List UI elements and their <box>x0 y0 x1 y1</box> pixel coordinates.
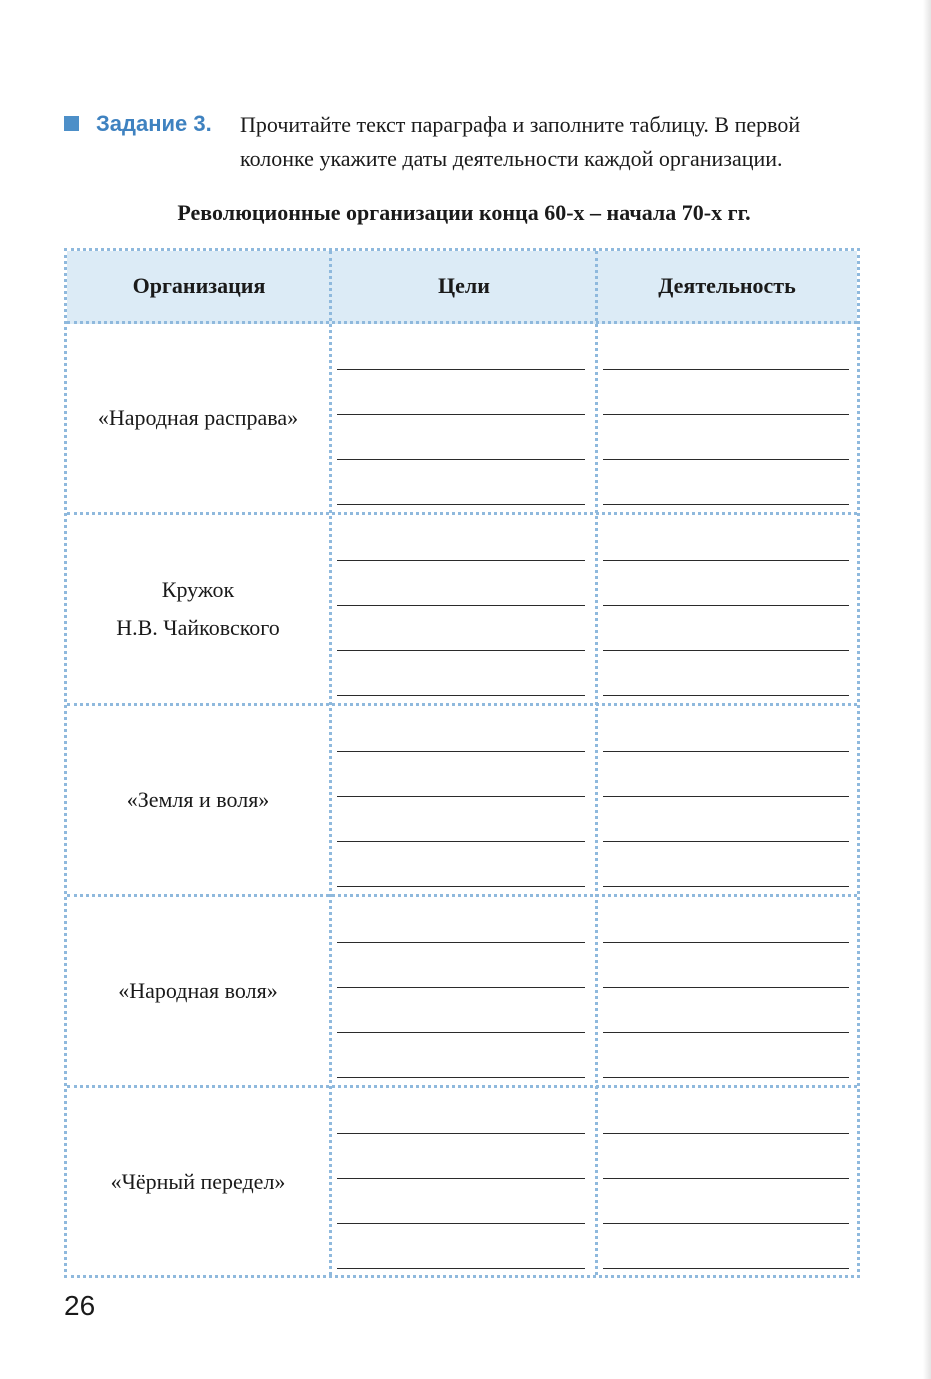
goals-answer-line[interactable] <box>337 1032 585 1033</box>
goals-answer-line[interactable] <box>337 650 585 651</box>
goals-answer-line[interactable] <box>337 987 585 988</box>
activity-answer-line[interactable] <box>603 459 849 460</box>
activity-answer-line[interactable] <box>603 1133 849 1134</box>
organization-name: Кружок Н.В. Чайковского <box>116 577 280 640</box>
header-activity: Деятельность <box>658 273 796 298</box>
activity-answer-line[interactable] <box>603 650 849 651</box>
activity-answer-line[interactable] <box>603 841 849 842</box>
goals-answer-line[interactable] <box>337 942 585 943</box>
activity-answer-line[interactable] <box>603 414 849 415</box>
activity-answer-line[interactable] <box>603 504 849 505</box>
goals-answer-line[interactable] <box>337 886 585 887</box>
goals-answer-line[interactable] <box>337 751 585 752</box>
activity-answer-line[interactable] <box>603 987 849 988</box>
goals-answer-line[interactable] <box>337 796 585 797</box>
organization-name: «Чёрный передел» <box>110 1169 286 1194</box>
activity-answer-line[interactable] <box>603 1223 849 1224</box>
organizations-table <box>64 248 860 1278</box>
organization-name: «Народная воля» <box>118 978 278 1003</box>
goals-answer-line[interactable] <box>337 459 585 460</box>
activity-answer-line[interactable] <box>603 1032 849 1033</box>
goals-answer-line[interactable] <box>337 605 585 606</box>
task-instructions: Прочитайте текст параграфа и заполните таблицу. В первой колонке укажите даты деятельности каждой организации. <box>240 112 801 171</box>
header-goals: Цели <box>438 273 490 298</box>
page-edge-shadow <box>923 0 931 1379</box>
goals-answer-line[interactable] <box>337 369 585 370</box>
goals-answer-line[interactable] <box>337 841 585 842</box>
goals-answer-line[interactable] <box>337 1223 585 1224</box>
goals-answer-line[interactable] <box>337 560 585 561</box>
page-number: 26 <box>64 1290 96 1321</box>
goals-answer-line[interactable] <box>337 504 585 505</box>
activity-answer-line[interactable] <box>603 942 849 943</box>
header-organization: Организация <box>132 273 266 298</box>
goals-answer-line[interactable] <box>337 1077 585 1078</box>
goals-answer-line[interactable] <box>337 695 585 696</box>
organization-name: «Земля и воля» <box>126 787 270 812</box>
table-title: Революционные организации конца 60-х – начала 70-х гг. <box>177 200 751 225</box>
activity-answer-line[interactable] <box>603 796 849 797</box>
activity-answer-line[interactable] <box>603 1268 849 1269</box>
table-row <box>67 897 857 1088</box>
table-row <box>67 1088 857 1279</box>
goals-answer-line[interactable] <box>337 414 585 415</box>
table-row <box>67 515 857 706</box>
activity-answer-line[interactable] <box>603 369 849 370</box>
goals-answer-line[interactable] <box>337 1268 585 1269</box>
activity-answer-line[interactable] <box>603 605 849 606</box>
activity-answer-line[interactable] <box>603 886 849 887</box>
activity-answer-line[interactable] <box>603 751 849 752</box>
table-row <box>67 706 857 897</box>
table-header <box>67 251 857 324</box>
square-bullet-icon <box>64 116 79 131</box>
goals-answer-line[interactable] <box>337 1133 585 1134</box>
table-row <box>67 324 857 515</box>
activity-answer-line[interactable] <box>603 560 849 561</box>
goals-answer-line[interactable] <box>337 1178 585 1179</box>
activity-answer-line[interactable] <box>603 1178 849 1179</box>
task-label: Задание 3. <box>96 111 212 136</box>
activity-answer-line[interactable] <box>603 695 849 696</box>
activity-answer-line[interactable] <box>603 1077 849 1078</box>
organization-name: «Народная расправа» <box>97 405 299 430</box>
